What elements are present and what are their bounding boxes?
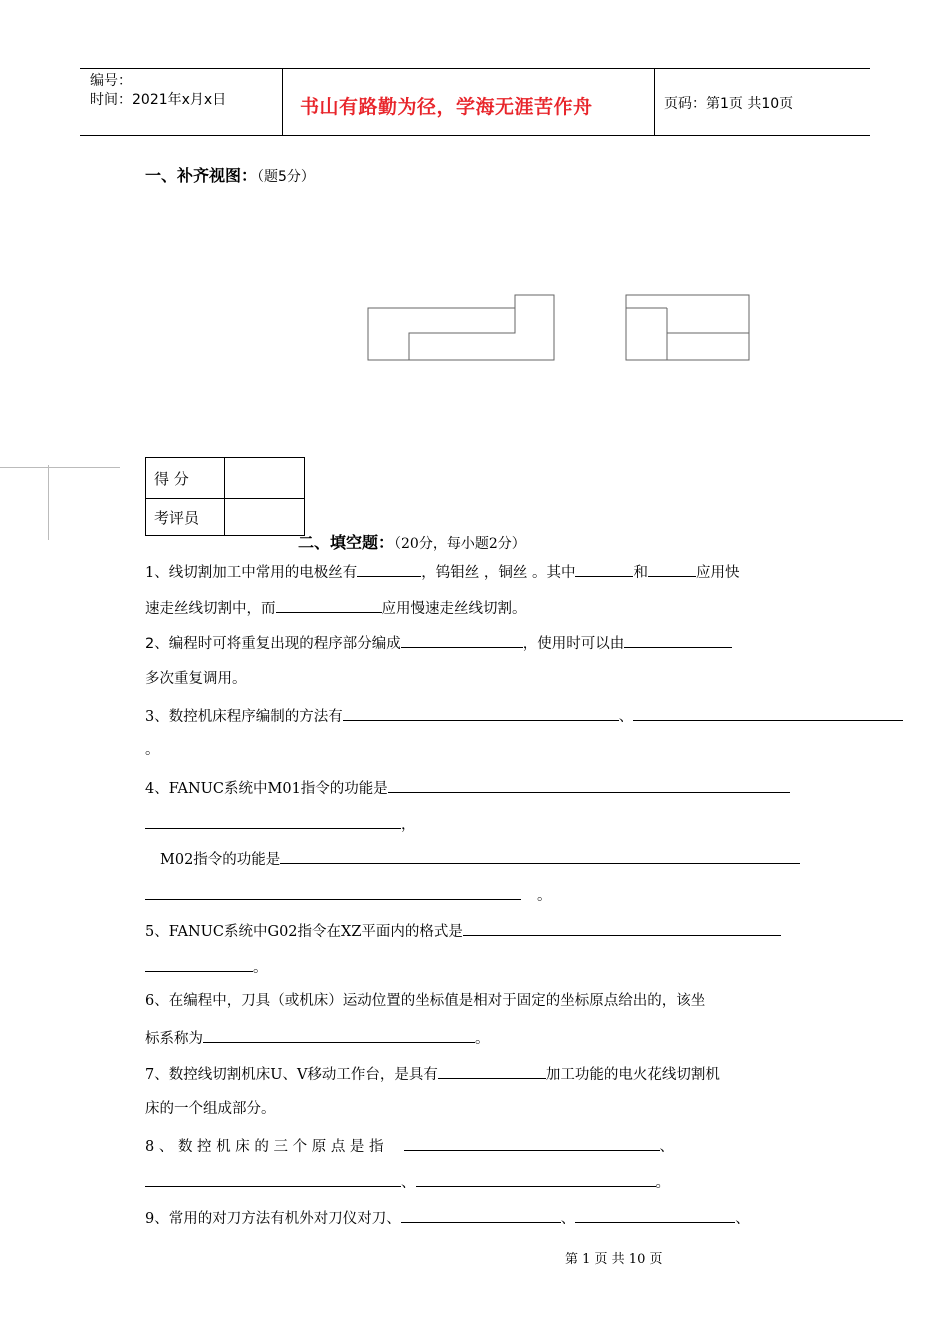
score-value-field[interactable] — [225, 458, 305, 499]
q4-text-1: 4、FANUC系统中M01指令的功能是 — [145, 781, 388, 797]
question-4-line-1 — [145, 777, 790, 799]
question-5-line-2 — [145, 956, 268, 978]
question-4-line-4 — [145, 884, 552, 906]
question-1-line-2 — [145, 597, 527, 619]
q9-text-2: 、 — [560, 1211, 576, 1227]
q1-text-2: ，钨钼丝 ，铜丝 。其中 — [421, 565, 576, 581]
q4-text-3: M02指令的功能是 — [160, 852, 281, 868]
q1-text-4: 应用快 — [695, 565, 740, 581]
section1-title-text: 一、补齐视图： — [145, 166, 258, 185]
q2-text-1: 2、编程时可将重复出现的程序部分编成 — [145, 636, 401, 652]
q1-answer-blank-3[interactable] — [648, 561, 696, 577]
q6-answer-blank-1[interactable] — [203, 1027, 475, 1043]
section2-title-text: 二、填空题： — [298, 533, 395, 552]
q8-text-4: 。 — [655, 1175, 670, 1191]
question-7-line-2 — [145, 1099, 276, 1119]
q1-answer-blank-2[interactable] — [575, 561, 633, 577]
q1-answer-blank-1[interactable] — [357, 561, 421, 577]
q7-answer-blank-1[interactable] — [438, 1063, 546, 1079]
question-3-line-2 — [145, 740, 160, 760]
q9-answer-blank-2[interactable] — [575, 1207, 735, 1223]
q4-text-2: ， — [401, 817, 416, 833]
q4-answer-blank-4[interactable] — [145, 884, 521, 900]
header-divider-left — [282, 68, 283, 135]
q5-text-1: 5、FANUC系统中G02指令在XZ平面内的格式是 — [145, 924, 463, 940]
q3-text-1: 3、数控机床程序编制的方法有 — [145, 709, 343, 725]
q9-answer-blank-1[interactable] — [401, 1207, 561, 1223]
q9-text-3: 、 — [735, 1211, 750, 1227]
header-divider-right — [654, 68, 655, 135]
q1-text-3: 和 — [633, 565, 648, 581]
question-5-line-1 — [145, 920, 781, 942]
q6-text-2: 标系称为 — [145, 1031, 203, 1047]
question-2-line-1 — [145, 632, 732, 654]
q9-text-1: 9、常用的对刀方法有机外对刀仪对刀、 — [145, 1211, 401, 1227]
front-view-outline — [368, 295, 554, 360]
page-footer: 第 1 页 共 10 页 — [565, 1252, 663, 1267]
q5-answer-blank-2[interactable] — [145, 956, 253, 972]
q2-text-3: 多次重复调用。 — [145, 671, 247, 687]
q4-text-4: 。 — [537, 888, 552, 904]
q3-text-2: 、 — [618, 709, 634, 725]
q1-text-1: 1、线切割加工中常用的电极丝有 — [145, 565, 358, 581]
side-view-outline — [626, 295, 749, 360]
section2-title — [298, 530, 526, 553]
q4-answer-blank-1[interactable] — [388, 777, 790, 793]
grader-label-cell — [146, 499, 225, 536]
question-2-line-2 — [145, 669, 247, 689]
q4-answer-blank-3[interactable] — [280, 848, 800, 864]
q8-answer-blank-2[interactable] — [145, 1171, 401, 1187]
q8-answer-blank-3[interactable] — [416, 1171, 656, 1187]
q6-text-1: 6、在编程中，刀具（或机床）运动位置的坐标值是相对于固定的坐标原点给出的，该坐 — [145, 993, 706, 1009]
question-3-line-1 — [145, 705, 903, 727]
section1-note: （题5分） — [257, 169, 315, 185]
q5-text-2: 。 — [253, 960, 268, 976]
score-label-cell — [146, 458, 225, 499]
q8-text-1: 8 、 数 控 机 床 的 三 个 原 点 是 指 — [145, 1139, 384, 1155]
views-drawing — [360, 288, 760, 368]
binding-mark-horizontal — [0, 467, 120, 468]
header-page-info: 页码：第1页 共10页 — [664, 96, 794, 112]
question-8-line-1 — [145, 1135, 674, 1157]
q7-text-2: 加工功能的电火花线切割机 — [545, 1067, 720, 1083]
q8-text-3: 、 — [401, 1175, 416, 1191]
q6-text-3: 。 — [475, 1031, 490, 1047]
q2-text-2: ，使用时可以由 — [522, 636, 625, 652]
document-time-label: 时间：2021年x月x日 — [90, 92, 227, 108]
header-bottom-rule — [80, 135, 870, 136]
question-1-line-1 — [145, 561, 739, 583]
question-6-line-1 — [145, 991, 705, 1011]
question-4-line-2 — [145, 813, 416, 835]
question-7-line-1 — [145, 1063, 720, 1085]
binding-mark-vertical — [48, 465, 49, 540]
q8-answer-blank-1[interactable] — [404, 1135, 660, 1151]
q7-text-3: 床的一个组成部分。 — [145, 1101, 276, 1117]
header-top-rule — [80, 68, 870, 69]
section1-title — [145, 163, 315, 186]
q3-answer-blank-2[interactable] — [633, 705, 903, 721]
grader-value-field[interactable] — [225, 499, 305, 536]
q3-text-3: 。 — [145, 742, 160, 758]
question-8-line-2 — [145, 1171, 670, 1193]
q2-answer-blank-2[interactable] — [624, 632, 732, 648]
question-4-line-3 — [160, 848, 800, 870]
score-label: 得 分 — [154, 469, 189, 488]
document-number-label: 编号： — [90, 73, 132, 89]
q1-answer-blank-4[interactable] — [276, 597, 382, 613]
q7-text-1: 7、数控线切割机床U、V移动工作台，是具有 — [145, 1067, 438, 1083]
question-9-line-1 — [145, 1207, 750, 1229]
q3-answer-blank-1[interactable] — [343, 705, 619, 721]
front-view-step — [409, 308, 515, 360]
q4-answer-blank-2[interactable] — [145, 813, 401, 829]
question-6-line-2 — [145, 1027, 490, 1049]
score-box — [145, 457, 305, 536]
section2-note: （20分，每小题2分） — [394, 536, 526, 552]
q5-answer-blank-1[interactable] — [463, 920, 781, 936]
q8-text-2: 、 — [659, 1139, 675, 1155]
header-motto: 书山有路勤为径，学海无涯苦作舟 — [300, 96, 593, 118]
q1-text-5: 速走丝线切割中，而 — [145, 601, 276, 617]
grader-label: 考评员 — [154, 508, 200, 527]
q2-answer-blank-1[interactable] — [401, 632, 523, 648]
q1-text-6: 应用慢速走丝线切割。 — [381, 601, 527, 617]
